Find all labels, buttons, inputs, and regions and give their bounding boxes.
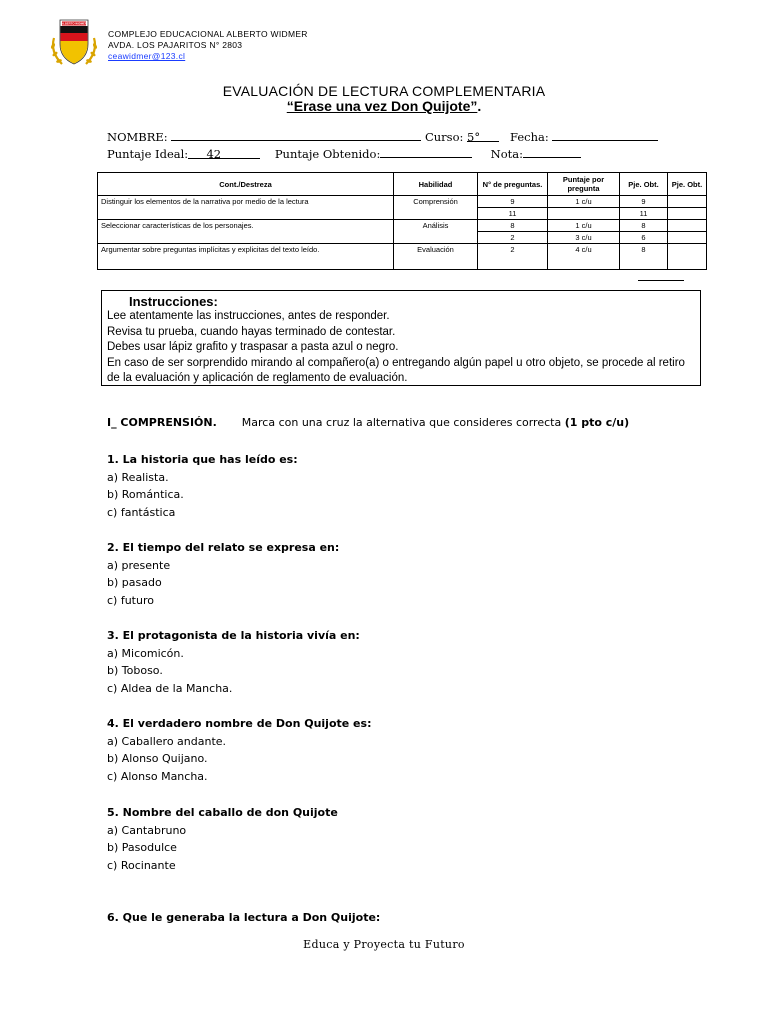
option[interactable]: a) Cantabruno [107, 823, 187, 837]
puntaje-cell: 3 c/u [548, 232, 620, 244]
destreza-cell: Distinguir los elementos de la narrativa por medio de la lectura [98, 196, 394, 220]
puntaje-cell: 1 c/u [548, 220, 620, 232]
option[interactable]: c) Alonso Mancha. [107, 769, 208, 783]
option[interactable]: b) Toboso. [107, 664, 163, 678]
pje-obt-cell[interactable] [668, 244, 707, 270]
curso-label: Curso: [424, 130, 464, 144]
pje-cell: 11 [620, 208, 668, 220]
option[interactable]: c) fantástica [107, 505, 176, 519]
table-header-row [98, 173, 707, 196]
question-block [107, 911, 380, 924]
habilidad-cell: Evaluación [394, 244, 478, 270]
nombre-label: NOMBRE: [107, 130, 168, 144]
page-title: EVALUACIÓN DE LECTURA COMPLEMENTARIA [222, 83, 546, 99]
question-block [107, 627, 360, 697]
puntaje-cell: 4 c/u [548, 244, 620, 270]
instructions-box [101, 290, 701, 386]
destreza-cell: Seleccionar características de los personajes. [98, 220, 394, 244]
curso-value: 5° [467, 130, 481, 144]
footer-slogan: Educa y Proyecta tu Futuro [303, 938, 465, 951]
option[interactable]: a) Micomicón. [107, 646, 184, 660]
table-row [98, 244, 707, 270]
instruction-line: Debes usar lápiz grafito y traspasar a pasta azul o negro. [107, 341, 399, 353]
section-points: (1 pto c/u) [564, 416, 630, 429]
pje-cell: 9 [620, 196, 668, 208]
nota-field[interactable] [523, 146, 581, 158]
option[interactable]: b) pasado [107, 576, 162, 590]
option[interactable]: b) Pasodulce [107, 841, 177, 855]
preguntas-cell: 2 [478, 244, 548, 270]
instructions-heading: Instrucciones: [129, 294, 218, 309]
puntaje-cell [548, 208, 620, 220]
option[interactable]: b) Romántica. [107, 488, 184, 502]
school-name: COMPLEJO EDUCACIONAL ALBERTO WIDMER [108, 29, 308, 39]
book-title: “Erase una vez Don Quijote” [286, 98, 478, 114]
table-header: Habilidad [394, 173, 478, 196]
puntaje-obtenido-field[interactable] [380, 146, 472, 158]
table-row [98, 196, 707, 208]
option[interactable]: a) Realista. [107, 470, 169, 484]
question-block [107, 451, 298, 521]
question-block [107, 804, 338, 874]
pje-obt-cell[interactable] [668, 232, 707, 244]
student-info-row-1 [107, 129, 658, 144]
question-title: 2. El tiempo del relato se expresa en: [107, 541, 340, 554]
habilidad-cell: Análisis [394, 220, 478, 244]
pje-obt-cell[interactable] [668, 208, 707, 220]
instruction-line: Revisa tu prueba, cuando hayas terminado de contestar. [107, 325, 396, 338]
table-row [98, 220, 707, 232]
table-header: Cont./Destreza [98, 173, 394, 196]
nota-label: Nota: [490, 147, 523, 161]
student-info-row-2 [107, 146, 581, 161]
option[interactable]: a) presente [107, 558, 171, 572]
pje-cell: 8 [620, 244, 668, 270]
puntaje-ideal-label: Puntaje Ideal: [107, 147, 189, 161]
option[interactable]: c) futuro [107, 593, 154, 607]
fecha-field[interactable] [552, 129, 658, 141]
instruction-line: En caso de ser sorprendido mirando al compañero(a) o entregando algún papel u otro objeto, se procede al retiro de la evaluación y aplicación de reglamento de evaluación. [107, 356, 685, 384]
section-title: I_ COMPRENSIÓN. [107, 416, 217, 429]
school-email-link[interactable]: ceawidmer@123.cl [108, 51, 186, 61]
puntaje-obtenido-label: Puntaje Obtenido: [274, 147, 381, 161]
question-title: 5. Nombre del caballo de don Quijote [107, 806, 338, 819]
signature-line [638, 280, 684, 281]
option[interactable]: a) Caballero andante. [107, 734, 227, 748]
pje-obt-cell[interactable] [668, 220, 707, 232]
question-title: 1. La historia que has leído es: [107, 453, 298, 466]
question-title: 4. El verdadero nombre de Don Quijote es: [107, 717, 372, 730]
question-title: 6. Que le generaba la lectura a Don Quijote: [107, 911, 381, 924]
table-header: Puntaje por pregunta [548, 173, 620, 196]
instruction-line: Lee atentamente las instrucciones, antes de responder. [107, 310, 390, 322]
question-block [107, 715, 371, 785]
nombre-field[interactable] [171, 129, 421, 141]
skills-table [97, 172, 707, 270]
destreza-cell: Argumentar sobre preguntas implícitas y explicitas del texto leído. [98, 244, 394, 270]
school-address: AVDA. LOS PAJARITOS N° 2803 [108, 40, 243, 50]
school-header [108, 29, 308, 62]
pje-obt-cell[interactable] [668, 196, 707, 208]
question-block [107, 539, 339, 609]
table-header: Pje. Obt. [668, 173, 707, 196]
pje-cell: 8 [620, 220, 668, 232]
table-header: Pje. Obt. [620, 173, 668, 196]
school-logo [48, 16, 100, 68]
page-subtitle: “Erase una vez Don Quijote”. [286, 98, 482, 114]
option[interactable]: b) Alonso Quijano. [107, 752, 208, 766]
preguntas-cell: 8 [478, 220, 548, 232]
table-header: N° de preguntas. [478, 173, 548, 196]
puntaje-cell: 1 c/u [548, 196, 620, 208]
preguntas-cell: 9 [478, 196, 548, 208]
option[interactable]: c) Aldea de la Mancha. [107, 681, 233, 695]
question-title: 3. El protagonista de la historia vivía en: [107, 629, 360, 642]
preguntas-cell: 2 [478, 232, 548, 244]
pje-cell: 6 [620, 232, 668, 244]
preguntas-cell: 11 [478, 208, 548, 220]
logo-text: ALBERTO WIDMER [61, 21, 87, 26]
puntaje-ideal-field [188, 147, 260, 159]
section-instruction: Marca con una cruz la alternativa que consideres correcta [241, 416, 562, 429]
puntaje-ideal-value: 42 [206, 147, 222, 161]
option[interactable]: c) Rocinante [107, 858, 176, 872]
fecha-label: Fecha: [510, 130, 549, 144]
curso-field[interactable] [467, 130, 499, 142]
section-header [107, 416, 629, 429]
habilidad-cell: Comprensión [394, 196, 478, 220]
